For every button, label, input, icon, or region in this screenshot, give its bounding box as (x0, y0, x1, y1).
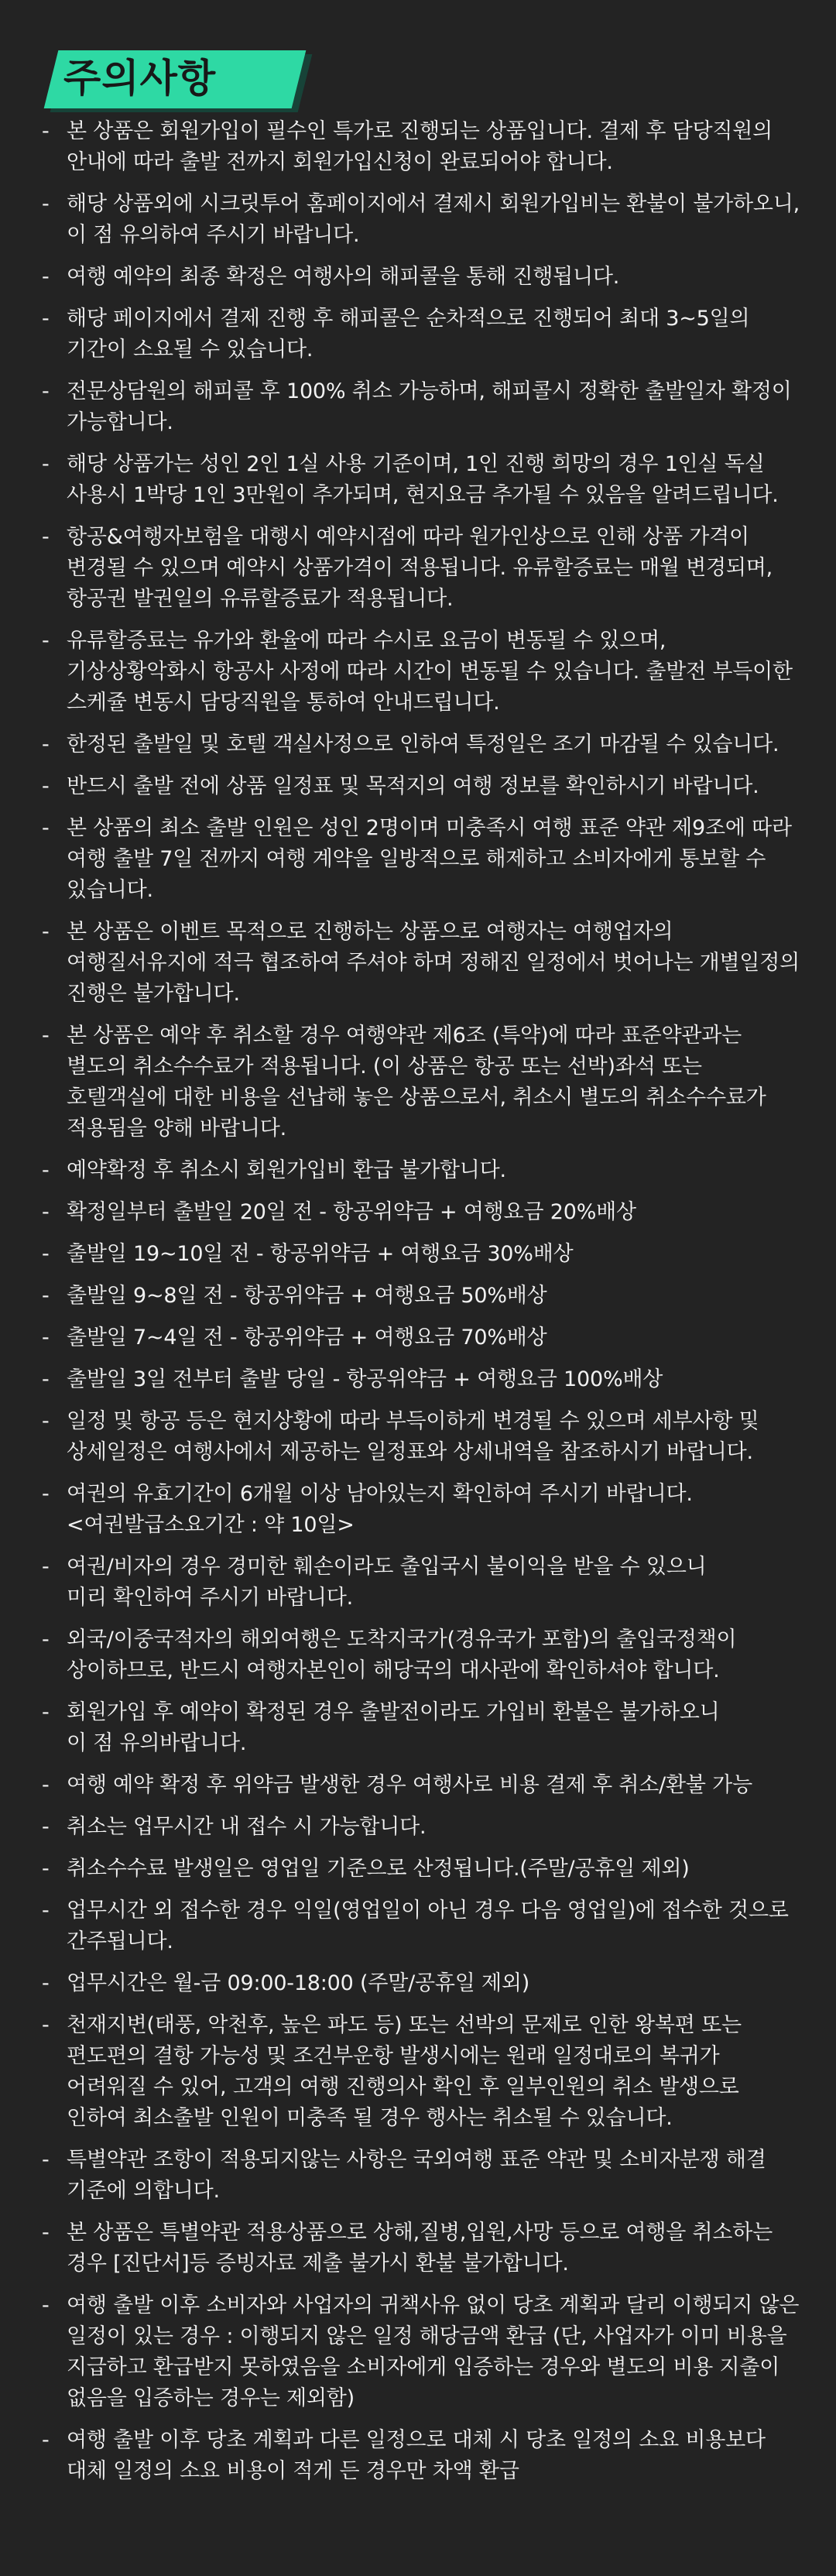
notice-item (37, 1770, 805, 1801)
notice-text: 해당 상품외에 시크릿투어 홈페이지에서 결제시 회원가입비는 환불이 불가하오니, 이 점 유의하여 주시기 바랍니다. (67, 192, 800, 247)
dash-bullet: - (42, 1482, 50, 1506)
notice-item (37, 917, 805, 1010)
notice-text: 여권의 유효기간이 6개월 이상 남아있는지 확인하여 주시기 바랍니다. <여권발급소요기간 : 약 10일> (67, 1482, 693, 1537)
notice-text: 출발일 19~10일 전 - 항공위약금 + 여행요금 30%배상 (67, 1242, 574, 1266)
dash-bullet: - (42, 1899, 50, 1923)
notice-item (37, 1406, 805, 1468)
dash-bullet: - (42, 192, 50, 216)
dash-bullet: - (42, 1815, 50, 1839)
dash-bullet: - (42, 816, 50, 840)
notice-item (37, 2145, 805, 2207)
notice-item (37, 1322, 805, 1353)
notice-text: 한정된 출발일 및 호텔 객실사정으로 인하여 특정일은 조기 마감될 수 있습니다. (67, 732, 779, 756)
notice-item (37, 2010, 805, 2134)
dash-bullet: - (42, 307, 50, 331)
notice-item (37, 1479, 805, 1541)
notice-item (37, 2425, 805, 2487)
notice-text: 본 상품은 회원가입이 필수인 특가로 진행되는 상품입니다. 결제 후 담당직원의 안내에 따라 출발 전까지 회원가입신청이 완료되어야 합니다. (67, 119, 773, 174)
notice-item (37, 813, 805, 906)
notice-item (37, 1624, 805, 1686)
dash-bullet: - (42, 1326, 50, 1350)
notice-item (37, 1239, 805, 1270)
title-area (37, 0, 805, 116)
notice-text: 회원가입 후 예약이 확정된 경우 출발전이라도 가입비 환불은 불가하오니 이 점 유의바랍니다. (67, 1700, 720, 1755)
dash-bullet: - (42, 1024, 50, 1048)
dash-bullet: - (42, 2013, 50, 2037)
dash-bullet: - (42, 2221, 50, 2245)
notice-item (37, 1968, 805, 1999)
notice-text: 확정일부터 출발일 20일 전 - 항공위약금 + 여행요금 20%배상 (67, 1200, 636, 1224)
notice-item (37, 1020, 805, 1144)
notice-item (37, 116, 805, 178)
dash-bullet: - (42, 1555, 50, 1579)
notice-text: 여행 예약 확정 후 위약금 발생한 경우 여행사로 비용 결제 후 취소/환불 가능 (67, 1773, 752, 1797)
dash-bullet: - (42, 1200, 50, 1224)
notice-item (37, 449, 805, 511)
notice-item (37, 376, 805, 438)
dash-bullet: - (42, 265, 50, 289)
dash-bullet: - (42, 119, 50, 143)
notice-item (37, 1854, 805, 1885)
dash-bullet: - (42, 732, 50, 756)
dash-bullet: - (42, 1409, 50, 1433)
dash-bullet: - (42, 1857, 50, 1881)
notice-item (37, 522, 805, 615)
notice-text: 본 상품은 이벤트 목적으로 진행하는 상품으로 여행자는 여행업자의 여행질서유지에 적극 협조하여 주셔야 하며 정해진 일정에서 벗어나는 개별일정의 진행은 불가합니다. (67, 920, 800, 1006)
dash-bullet: - (42, 774, 50, 798)
notice-text: 여행 출발 이후 소비자와 사업자의 귀책사유 없이 당초 계획과 달리 이행되지 않은 일정이 있는 경우 : 이행되지 않은 일정 해당금액 환급 (단, 사업자가 이미 비용을 지급하고 환급받지 못하였음을 소비자에게 입증하는 경우와 별도의 비용 지출이 없음을 입증하는 경우는 제외함) (67, 2293, 800, 2410)
dash-bullet: - (42, 525, 50, 549)
dash-bullet: - (42, 2428, 50, 2452)
notice-text: 업무시간 외 접수한 경우 익일(영업일이 아닌 경우 다음 영업일)에 접수한 것으로 간주됩니다. (67, 1899, 789, 1953)
dash-bullet: - (42, 1367, 50, 1391)
notice-item (37, 1155, 805, 1186)
dash-bullet: - (42, 1700, 50, 1724)
notice-item (37, 1895, 805, 1957)
dash-bullet: - (42, 2293, 50, 2317)
dash-bullet: - (42, 629, 50, 653)
notice-text: 예약확정 후 취소시 회원가입비 환급 불가합니다. (67, 1158, 506, 1182)
notice-text: 본 상품은 특별약관 적용상품으로 상해,질병,입원,사망 등으로 여행을 취소하는 경우 [진단서]등 증빙자료 제출 불가시 환불 불가합니다. (67, 2221, 773, 2276)
notice-text: 유류할증료는 유가와 환율에 따라 수시로 요금이 변동될 수 있으며, 기상상황악화시 항공사 사정에 따라 시간이 변동될 수 있습니다. 출발전 부득이한 스케쥴 변동시 담당직원을 통하여 안내드립니다. (67, 629, 793, 715)
notice-text: 출발일 3일 전부터 출발 당일 - 항공위약금 + 여행요금 100%배상 (67, 1367, 663, 1391)
dash-bullet: - (42, 1628, 50, 1652)
notice-item (37, 771, 805, 802)
notice-text: 특별약관 조항이 적용되지않는 사항은 국외여행 표준 약관 및 소비자분쟁 해결 기준에 의합니다. (67, 2148, 766, 2203)
notice-item (37, 2290, 805, 2414)
notice-item (37, 626, 805, 719)
dash-bullet: - (42, 379, 50, 403)
notice-item (37, 304, 805, 365)
notice-text: 천재지변(태풍, 악천후, 높은 파도 등) 또는 선박의 문제로 인한 왕복편 또는 편도편의 결항 가능성 및 조건부운항 발생시에는 원래 일정대로의 복귀가 어려워질 수 있어, 고객의 여행 진행의사 확인 후 일부인원의 취소 발생으로 인하여 최소출발 인원이 미충족 될 경우 행사는 취소될 수 있습니다. (67, 2013, 742, 2130)
notice-text: 취소는 업무시간 내 접수 시 가능합니다. (67, 1815, 427, 1839)
dash-bullet: - (42, 1158, 50, 1182)
notice-text: 해당 페이지에서 결제 진행 후 해피콜은 순차적으로 진행되어 최대 3~5일의 기간이 소요될 수 있습니다. (67, 307, 750, 362)
dash-bullet: - (42, 1971, 50, 1995)
notice-text: 여행 출발 이후 당초 계획과 다른 일정으로 대체 시 당초 일정의 소요 비용보다 대체 일정의 소요 비용이 적게 든 경우만 차액 환급 (67, 2428, 766, 2483)
notice-item (37, 1552, 805, 1614)
dash-bullet: - (42, 920, 50, 944)
notice-text: 항공&여행자보험을 대행시 예약시점에 따라 원가인상으로 인해 상품 가격이 변경될 수 있으며 예약시 상품가격이 적용됩니다. 유류할증료는 매월 변경되며, 항공권 발권일의 유류할증료가 적용됩니다. (67, 525, 773, 611)
notice-text: 전문상담원의 해피콜 후 100% 취소 가능하며, 해피콜시 정확한 출발일자 확정이 가능합니다. (67, 379, 792, 434)
notice-item (37, 1812, 805, 1843)
dash-bullet: - (42, 1773, 50, 1797)
notice-text: 출발일 7~4일 전 - 항공위약금 + 여행요금 70%배상 (67, 1326, 547, 1350)
notice-text: 본 상품은 예약 후 취소할 경우 여행약관 제6조 (특약)에 따라 표준약관과는 별도의 취소수수료가 적용됩니다. (이 상품은 항공 또는 선박)좌석 또는 호텔객실에 대한 비용을 선납해 놓은 상품으로서, 취소시 별도의 취소수수료가 적용됨을 양해 바랍니다. (67, 1024, 766, 1141)
notice-text: 일정 및 항공 등은 현지상황에 따라 부득이하게 변경될 수 있으며 세부사항 및 상세일정은 여행사에서 제공하는 일정표와 상세내역을 참조하시기 바랍니다. (67, 1409, 759, 1464)
page-title: 주의사항 (63, 56, 217, 101)
notice-text: 본 상품의 최소 출발 인원은 성인 2명이며 미충족시 여행 표준 약관 제9조에 따라 여행 출발 7일 전까지 여행 계약을 일방적으로 해제하고 소비자에게 통보할 수 있습니다. (67, 816, 792, 902)
notice-list (37, 116, 805, 2487)
notice-text: 외국/이중국적자의 해외여행은 도착지국가(경유국가 포함)의 출입국정책이 상이하므로, 반드시 여행자본인이 해당국의 대사관에 확인하셔야 합니다. (67, 1628, 737, 1682)
notice-item (37, 1197, 805, 1228)
notice-item (37, 729, 805, 760)
notice-text: 취소수수료 발생일은 영업일 기준으로 산정됩니다.(주말/공휴일 제외) (67, 1857, 690, 1881)
notice-item (37, 189, 805, 251)
notice-item (37, 1364, 805, 1395)
notice-text: 여권/비자의 경우 경미한 훼손이라도 출입국시 불이익을 받을 수 있으니 미리 확인하여 주시기 바랍니다. (67, 1555, 707, 1610)
notice-text: 여행 예약의 최종 확정은 여행사의 해피콜을 통해 진행됩니다. (67, 265, 620, 289)
notice-item (37, 262, 805, 293)
notice-item (37, 2218, 805, 2279)
notice-item (37, 1281, 805, 1312)
dash-bullet: - (42, 1284, 50, 1308)
dash-bullet: - (42, 452, 50, 476)
notice-text: 출발일 9~8일 전 - 항공위약금 + 여행요금 50%배상 (67, 1284, 547, 1308)
dash-bullet: - (42, 1242, 50, 1266)
notice-item (37, 1697, 805, 1759)
notice-text: 반드시 출발 전에 상품 일정표 및 목적지의 여행 정보를 확인하시기 바랍니다. (67, 774, 759, 798)
notice-text: 해당 상품가는 성인 2인 1실 사용 기준이며, 1인 진행 희망의 경우 1인실 독실 사용시 1박당 1인 3만원이 추가되며, 현지요금 추가될 수 있음을 알려드립니다. (67, 452, 779, 507)
dash-bullet: - (42, 2148, 50, 2172)
notice-text: 업무시간은 월-금 09:00-18:00 (주말/공휴일 제외) (67, 1971, 530, 1995)
